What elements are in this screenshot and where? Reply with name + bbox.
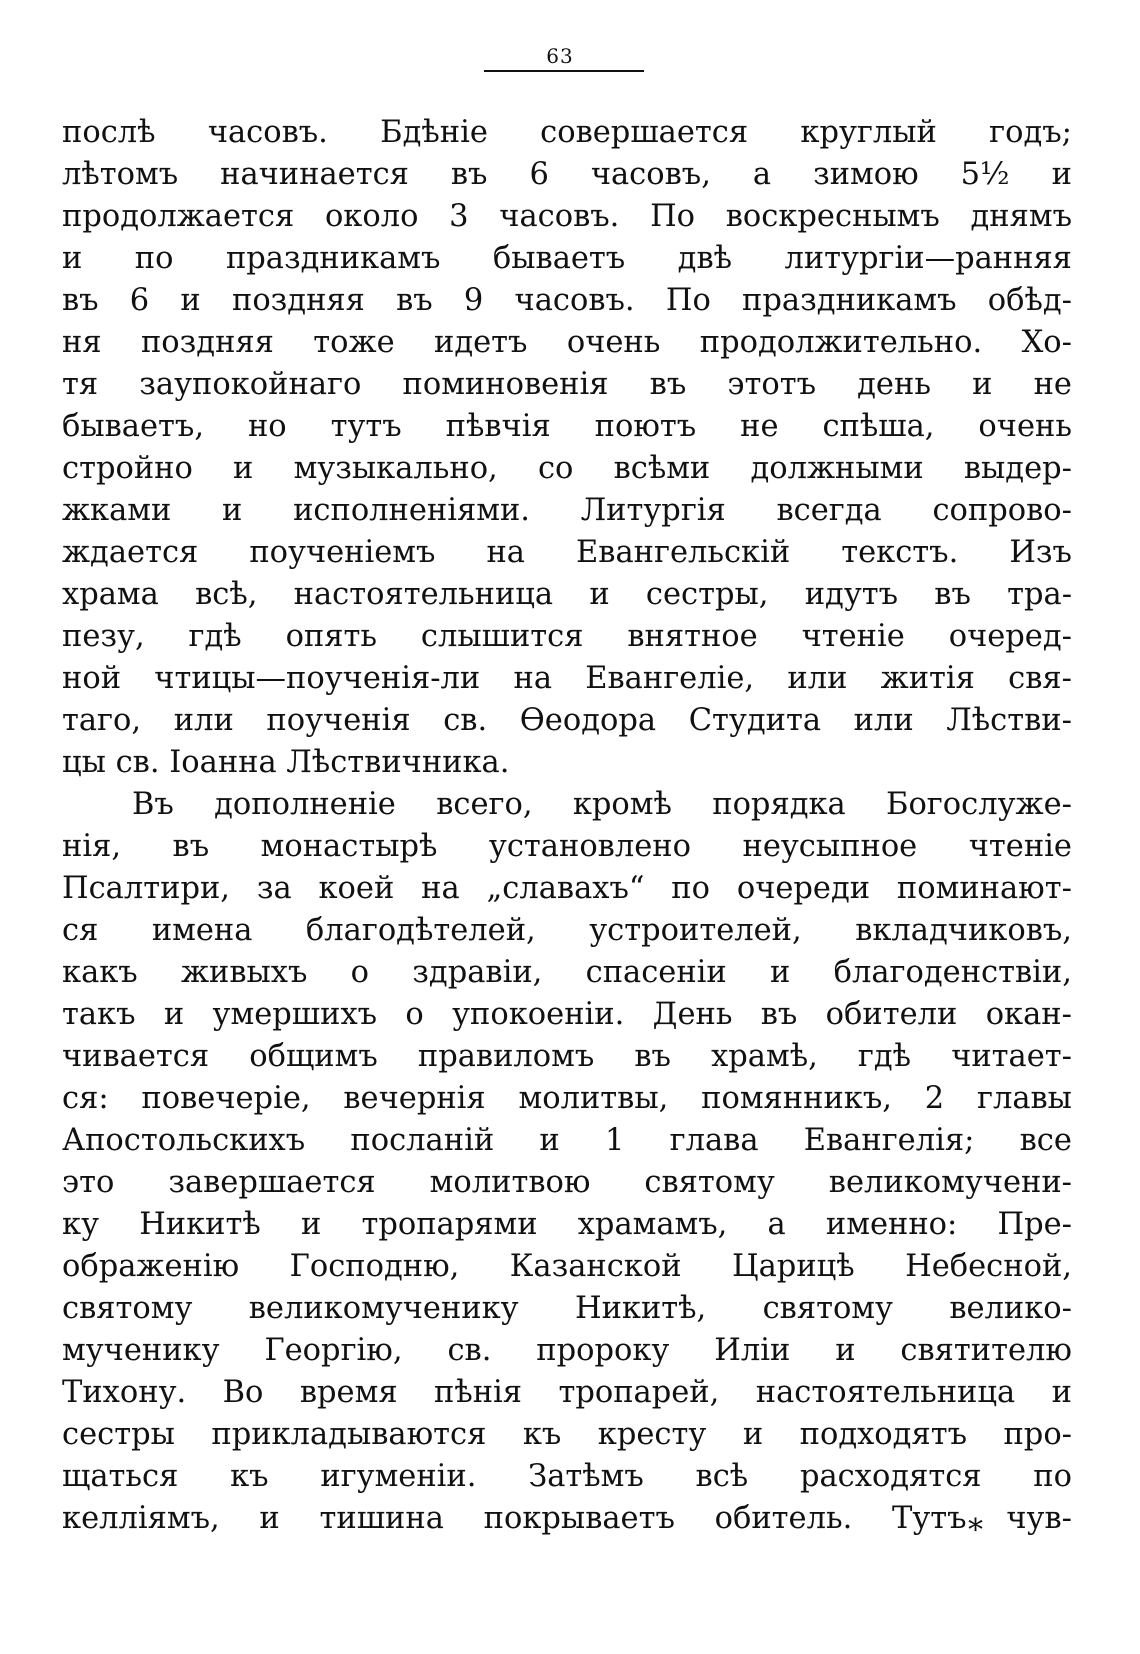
word: и xyxy=(1051,1375,1072,1410)
word: праздникамъ xyxy=(742,283,957,318)
word: Богослуже- xyxy=(886,787,1072,822)
text-line xyxy=(62,490,1072,532)
word: коей xyxy=(318,871,395,906)
word: велико- xyxy=(949,1291,1072,1326)
word: Евангелія; xyxy=(803,1123,975,1158)
word: со xyxy=(537,451,574,486)
text-line xyxy=(62,868,1072,910)
word: идутъ xyxy=(804,577,899,612)
word: главы xyxy=(976,1081,1072,1116)
word: По xyxy=(650,199,696,234)
word: и xyxy=(770,955,791,990)
word: не xyxy=(740,409,779,444)
word: св. xyxy=(443,703,488,738)
word: монастырѣ xyxy=(260,829,438,864)
word: или xyxy=(853,703,914,738)
word: но xyxy=(247,409,287,444)
word: пѣнія xyxy=(433,1375,523,1410)
word: поученіемъ xyxy=(249,535,436,570)
word: на xyxy=(421,871,460,906)
word: поютъ xyxy=(594,409,697,444)
word: очереди xyxy=(736,871,871,906)
word: день xyxy=(857,367,931,402)
word: не xyxy=(1033,367,1072,402)
word: бываетъ xyxy=(492,241,626,276)
word: про- xyxy=(1003,1417,1072,1452)
word: музыкально, xyxy=(293,451,498,486)
word: День xyxy=(652,997,733,1032)
word: за xyxy=(256,871,292,906)
word: св. xyxy=(447,1333,492,1368)
word: ку xyxy=(62,1207,100,1242)
word: Во xyxy=(222,1375,264,1410)
word: Никитѣ, xyxy=(574,1291,707,1326)
word: всѣ, xyxy=(195,577,258,612)
word: сопрово- xyxy=(932,493,1072,528)
word: святому xyxy=(762,1291,893,1326)
word: вкладчиковъ, xyxy=(855,913,1072,948)
word: а xyxy=(752,157,772,192)
word: пѣвчія xyxy=(445,409,551,444)
text-line: цы св. Іоанна Лѣствичника. xyxy=(62,745,510,780)
word: о xyxy=(350,955,370,990)
text-line xyxy=(62,700,1072,742)
word: въ xyxy=(760,997,798,1032)
word: какъ xyxy=(62,955,138,990)
word: по xyxy=(1033,1459,1072,1494)
text-line xyxy=(62,238,1072,280)
word: Царицѣ xyxy=(732,1249,855,1284)
word: на xyxy=(486,535,525,570)
word: и xyxy=(300,1207,322,1242)
word: выдер- xyxy=(963,451,1072,486)
word: Бдѣніе xyxy=(380,115,488,150)
text-line xyxy=(62,616,1072,658)
word: кресту xyxy=(597,1417,707,1452)
word: продолжительно. xyxy=(699,325,983,360)
word: живыхъ xyxy=(180,955,308,990)
word: очень xyxy=(566,325,661,360)
word: Пре- xyxy=(997,1207,1072,1242)
text-line xyxy=(62,112,1072,154)
word: въ xyxy=(62,283,99,318)
text-line xyxy=(62,910,1072,952)
word: имена xyxy=(151,913,253,948)
word: часовъ, xyxy=(590,157,711,192)
word: кромѣ xyxy=(572,787,672,822)
word: двѣ xyxy=(677,241,733,276)
word: порядка xyxy=(712,787,846,822)
word: расходятся xyxy=(799,1459,982,1494)
text-line xyxy=(62,658,1072,700)
text-line xyxy=(62,1204,1072,1246)
word: прикладываются xyxy=(211,1417,487,1452)
word: 6 xyxy=(529,157,549,192)
word: о xyxy=(405,997,424,1032)
word: молитвы, xyxy=(518,1081,669,1116)
word: свя- xyxy=(1008,661,1072,696)
word: По xyxy=(665,283,711,318)
paragraph xyxy=(62,784,1072,1540)
word: умершихъ xyxy=(212,997,378,1032)
text-line xyxy=(62,994,1072,1036)
text-line xyxy=(62,364,1072,406)
word: мученику xyxy=(62,1333,220,1368)
word: настоятельница xyxy=(293,577,554,612)
word: 9 xyxy=(463,283,484,318)
word: Господню, xyxy=(289,1249,460,1284)
header-rule xyxy=(484,70,644,72)
word: въ xyxy=(172,829,210,864)
word: ной xyxy=(62,661,122,696)
word: круглый xyxy=(800,115,937,150)
word: и xyxy=(222,493,243,528)
word: въ xyxy=(934,577,971,612)
text-line xyxy=(62,532,1072,574)
text-line xyxy=(62,1078,1072,1120)
word: тутъ xyxy=(330,409,402,444)
word: 3 xyxy=(449,199,469,234)
text-line xyxy=(62,448,1072,490)
word: и xyxy=(539,1123,560,1158)
word: правиломъ xyxy=(417,1039,595,1074)
text-line xyxy=(62,1246,1072,1288)
word: въ xyxy=(634,1039,671,1074)
word: читает- xyxy=(951,1039,1072,1074)
word: именно: xyxy=(825,1207,958,1242)
page-number: 63 xyxy=(546,44,574,68)
word: великомучени- xyxy=(828,1165,1072,1200)
word: пезу, xyxy=(62,619,145,654)
word: поздняя xyxy=(140,325,274,360)
word: посланій xyxy=(350,1123,495,1158)
word: или xyxy=(787,661,848,696)
word: 5½ xyxy=(960,157,1010,192)
word: должными xyxy=(750,451,924,486)
word: нія, xyxy=(62,829,122,864)
word: Никитѣ xyxy=(139,1207,261,1242)
text-line xyxy=(62,322,1072,364)
word: и xyxy=(835,1333,856,1368)
word: помянникъ, xyxy=(701,1081,892,1116)
word: часовъ. xyxy=(499,199,620,234)
word: годъ; xyxy=(989,115,1072,150)
word: Псалтири, xyxy=(62,871,230,906)
word: чтеніе xyxy=(801,619,905,654)
word: игуменіи. xyxy=(320,1459,477,1494)
word: здравіи, xyxy=(412,955,543,990)
word: повечеріе, xyxy=(141,1081,311,1116)
word: часовъ. xyxy=(207,115,328,150)
word: начинается xyxy=(220,157,409,192)
word: очень xyxy=(978,409,1072,444)
word: подходятъ xyxy=(799,1417,967,1452)
text-line xyxy=(62,1288,1072,1330)
word: бываетъ, xyxy=(62,409,205,444)
word: тропарями xyxy=(361,1207,538,1242)
word: ня xyxy=(62,325,102,360)
word: опять xyxy=(285,619,377,654)
word: тишина xyxy=(319,1501,444,1536)
word: Хо- xyxy=(1021,325,1072,360)
word: молитвою xyxy=(429,1165,591,1200)
word: храмамъ, xyxy=(577,1207,728,1242)
text-line xyxy=(62,952,1072,994)
text-line xyxy=(62,1414,1072,1456)
text-line xyxy=(62,1330,1072,1372)
word: 1 xyxy=(604,1123,625,1158)
word: слышится xyxy=(420,619,584,654)
word: Евангельскій xyxy=(576,535,791,570)
text-line xyxy=(62,1456,1072,1498)
body-text xyxy=(62,112,1072,1540)
word: храмѣ, xyxy=(711,1039,818,1074)
word: Георгію, xyxy=(264,1333,403,1368)
word: зимою xyxy=(813,157,919,192)
word: храма xyxy=(62,577,159,612)
word: заупокойнаго xyxy=(139,367,362,402)
word: Апостольскихъ xyxy=(62,1123,306,1158)
word: Студита xyxy=(688,703,822,738)
word: этотъ xyxy=(727,367,816,402)
word: къ xyxy=(522,1417,562,1452)
word: совершается xyxy=(540,115,749,150)
word: пророку xyxy=(536,1333,670,1368)
word: сестры xyxy=(62,1417,175,1452)
word: святому xyxy=(644,1165,775,1200)
word: спасеніи xyxy=(585,955,727,990)
word: и xyxy=(163,997,185,1032)
signature-mark: * xyxy=(968,1513,983,1548)
text-line xyxy=(62,196,1072,238)
word: поученія xyxy=(266,703,411,738)
word: Изъ xyxy=(1009,535,1072,570)
word: поминовенія xyxy=(402,367,609,402)
word: Лѣстви- xyxy=(946,703,1072,738)
word: чивается xyxy=(62,1039,210,1074)
word: текстъ. xyxy=(841,535,959,570)
word: время xyxy=(299,1375,398,1410)
word: Иліи xyxy=(714,1333,791,1368)
word: очеред- xyxy=(948,619,1072,654)
word: по xyxy=(134,241,174,276)
word: въ xyxy=(450,157,488,192)
word: Тихону. xyxy=(62,1375,187,1410)
word: „славахъ“ xyxy=(486,871,645,906)
word: часовъ. xyxy=(514,283,635,318)
word: келліямъ, xyxy=(62,1501,220,1536)
word: идетъ xyxy=(434,325,528,360)
word: и xyxy=(742,1417,764,1452)
text-line xyxy=(62,826,1072,868)
word: литургіи—ранняя xyxy=(784,241,1072,276)
word: и xyxy=(589,577,610,612)
text-line xyxy=(62,1120,1072,1162)
word: около xyxy=(324,199,419,234)
text-line xyxy=(62,154,1072,196)
text-line xyxy=(62,1162,1072,1204)
word: воскреснымъ xyxy=(725,199,940,234)
word: тя xyxy=(62,367,99,402)
word: завершается xyxy=(168,1165,376,1200)
word: ся: xyxy=(62,1081,109,1116)
word: житія xyxy=(880,661,975,696)
word: устроителей, xyxy=(589,913,802,948)
word: къ xyxy=(230,1459,269,1494)
word: а xyxy=(767,1207,786,1242)
word: поздняя xyxy=(231,283,365,318)
word: продолжается xyxy=(62,199,295,234)
word: и xyxy=(233,451,254,486)
word: на xyxy=(513,661,552,696)
word: тра- xyxy=(1007,577,1072,612)
word: или xyxy=(173,703,234,738)
word: поминают- xyxy=(896,871,1072,906)
word: установлено xyxy=(488,829,691,864)
word: святителю xyxy=(900,1333,1072,1368)
word: благодѣтелей, xyxy=(305,913,536,948)
word: окан- xyxy=(985,997,1072,1032)
word: по xyxy=(671,871,710,906)
word: и xyxy=(62,241,83,276)
word: всѣ xyxy=(695,1459,749,1494)
word: ся xyxy=(62,913,99,948)
word: настоятельница xyxy=(755,1375,1016,1410)
word: обители xyxy=(825,997,958,1032)
word: въ xyxy=(649,367,687,402)
word: днямъ xyxy=(970,199,1072,234)
word: стройно xyxy=(62,451,193,486)
word: чув- xyxy=(1006,1501,1072,1536)
word: покрываетъ xyxy=(483,1501,675,1536)
text-line xyxy=(62,784,1072,826)
word: все xyxy=(1019,1123,1072,1158)
word: и xyxy=(972,367,993,402)
word: такъ xyxy=(62,997,136,1032)
text-line xyxy=(62,280,1072,322)
word: и xyxy=(180,283,201,318)
word: тоже xyxy=(313,325,395,360)
word: всего, xyxy=(436,787,533,822)
word: упокоеніи. xyxy=(452,997,625,1032)
word: святому xyxy=(62,1291,193,1326)
word: ображенію xyxy=(62,1249,240,1284)
word: гдѣ xyxy=(857,1039,912,1074)
text-line xyxy=(62,1498,1072,1540)
word: Въ xyxy=(132,787,174,822)
text-line xyxy=(62,406,1072,448)
word: щаться xyxy=(62,1459,179,1494)
text-line xyxy=(62,574,1072,616)
word: Евангеліе, xyxy=(585,661,755,696)
word: 2 xyxy=(924,1081,945,1116)
word: всегда xyxy=(776,493,882,528)
word: великомученику xyxy=(248,1291,519,1326)
word: жками xyxy=(62,493,172,528)
word: Литургія xyxy=(580,493,726,528)
word: 6 xyxy=(129,283,150,318)
paragraph xyxy=(62,112,1072,784)
word: вечернія xyxy=(343,1081,486,1116)
word: ждается xyxy=(62,535,199,570)
word: глава xyxy=(669,1123,759,1158)
word: Ѳеодора xyxy=(519,703,657,738)
word: гдѣ xyxy=(188,619,242,654)
word: спѣша, xyxy=(822,409,935,444)
word: Казанской xyxy=(509,1249,682,1284)
word: Небесной, xyxy=(905,1249,1072,1284)
word: сестры, xyxy=(645,577,769,612)
word: въ xyxy=(396,283,433,318)
word: всѣми xyxy=(613,451,711,486)
word: обѣд- xyxy=(987,283,1072,318)
word: лѣтомъ xyxy=(62,157,179,192)
word: исполненіями. xyxy=(293,493,531,528)
word: общимъ xyxy=(249,1039,378,1074)
word: праздникамъ xyxy=(225,241,441,276)
word: это xyxy=(62,1165,115,1200)
word: благоденствіи, xyxy=(833,955,1072,990)
word: и xyxy=(259,1501,280,1536)
word: таго, xyxy=(62,703,142,738)
text-line xyxy=(62,1372,1072,1414)
word: дополненіе xyxy=(214,787,396,822)
word: тропарей, xyxy=(558,1375,720,1410)
word: чтицы—поученія-ли xyxy=(154,661,481,696)
word: Затѣмъ xyxy=(528,1459,644,1494)
word: и xyxy=(1051,157,1072,192)
word: внятное xyxy=(627,619,758,654)
word: Тутъ xyxy=(892,1501,967,1536)
word: чтеніе xyxy=(968,829,1072,864)
word: послѣ xyxy=(62,115,156,150)
text-line xyxy=(62,1036,1072,1078)
word: обитель. xyxy=(714,1501,853,1536)
word: неусыпное xyxy=(742,829,918,864)
